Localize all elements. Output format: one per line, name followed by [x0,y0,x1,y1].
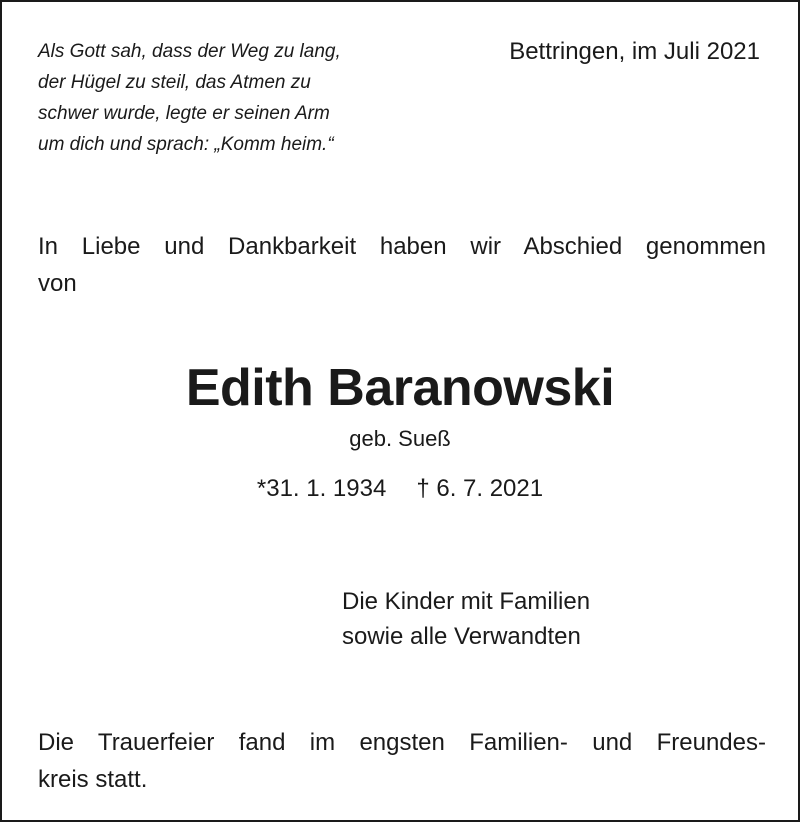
poem-line: der Hügel zu steil, das Atmen zu [38,72,311,93]
deceased-name: Edith Baranowski [185,359,615,417]
mourners-line: Die Kinder mit Familien [342,588,591,615]
intro-line: In Liebe und Dankbarkeit haben wir Abschied genommen [38,233,766,260]
death-date: † 6. 7. 2021 [416,475,544,502]
birth-date: *31. 1. 1934 [256,475,387,502]
poem-line: schwer wurde, legte er seinen Arm [38,103,330,124]
funeral-note-line: Die Trauerfeier fand im engsten Familien- und Freundes- [38,729,766,756]
mourners-line: sowie alle Verwandten [342,623,581,650]
maiden-name: geb. Sueß [349,426,451,451]
life-dates [2,472,798,506]
funeral-note [38,724,766,798]
poem [38,36,418,160]
place-date: Bettringen, im Juli 2021 [509,38,760,65]
intro-line: von [38,270,77,297]
poem-line: um dich und sprach: „Komm heim.“ [38,134,334,155]
funeral-note-line: kreis statt. [38,766,148,793]
poem-line: Als Gott sah, dass der Weg zu lang, [38,41,341,62]
mourners [342,584,590,654]
intro-text [38,228,766,302]
